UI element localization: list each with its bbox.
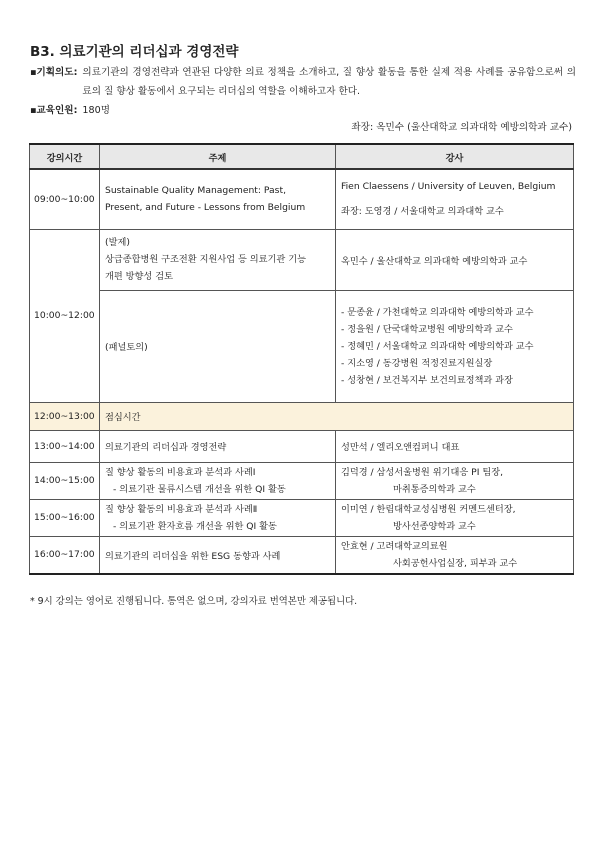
topic-line: 상급종합병원 구조전환 지원사업 등 의료기관 기능 [105, 254, 306, 265]
attendance-value: 180명 [82, 105, 111, 116]
panelist-cell [336, 290, 574, 402]
attendance-row [30, 101, 576, 120]
panelist: - 지소영 / 동강병원 적정진료지원실장 [341, 357, 493, 369]
table-row [30, 290, 574, 402]
topic-line: - 의료기관 환자흐름 개선을 위한 QI 활동 [113, 520, 277, 532]
header-speaker: 강사 [336, 144, 574, 169]
time-cell: 10:00~12:00 [30, 229, 100, 402]
planning-text: 의료기관의 경영전략과 연관된 다양한 의료 정책을 소개하고, 질 향상 활동을 통한 실제 적용 사례를 공유함으로써 의료의 질 향상 활동에서 요구되는 리더십의 역할을 이해하고자 한다. [82, 67, 576, 97]
speaker-cell: 성만석 / 엘리오앤컴퍼니 대표 [336, 430, 574, 462]
table-row [30, 229, 574, 290]
chair-line: 좌장: 옥민수 (울산대학교 의과대학 예방의학과 교수) [351, 122, 572, 133]
topic-cell [100, 462, 336, 499]
panelist: - 성창현 / 보건복지부 보건의료정책과 과장 [341, 374, 513, 386]
attendance-label: ▪교육인원: [30, 105, 78, 116]
topic-line: 질 향상 활동의 비용효과 분석과 사례Ⅰ [105, 466, 256, 478]
topic-cell: 의료기관의 리더십과 경영전략 [100, 430, 336, 462]
speaker-cell [336, 462, 574, 499]
panelist: - 정을원 / 단국대학교병원 예방의학과 교수 [341, 323, 513, 335]
lunch-row [30, 402, 574, 430]
panelist: - 문종윤 / 가천대학교 의과대학 예방의학과 교수 [341, 306, 534, 318]
time-cell: 13:00~14:00 [30, 430, 100, 462]
speaker-line: Fien Claessens / University of Leuven, Belgium [341, 181, 556, 193]
table-row [30, 430, 574, 462]
table-row [30, 169, 574, 229]
speaker-line: 방사선종양학과 교수 [393, 520, 476, 532]
topic-line: 질 향상 활동의 비용효과 분석과 사례Ⅱ [105, 503, 258, 515]
table-row [30, 536, 574, 574]
table-row [30, 462, 574, 499]
topic-line: Sustainable Quality Management: Past, [105, 185, 286, 197]
section-title: B3. 의료기관의 리더십과 경영전략 [30, 44, 239, 60]
topic-cell [100, 229, 336, 290]
speaker-cell [336, 499, 574, 536]
topic-label: (발제) [105, 237, 130, 248]
topic-line: 개편 방향성 검토 [105, 271, 173, 282]
speaker-line: 사회공헌사업실장, 피부과 교수 [393, 557, 518, 569]
topic-line: Present, and Future - Lessons from Belgium [105, 202, 306, 214]
topic-cell [100, 499, 336, 536]
time-cell: 15:00~16:00 [30, 499, 100, 536]
header-time: 강의시간 [30, 144, 100, 169]
topic-cell [100, 169, 336, 229]
schedule-table [29, 143, 574, 575]
speaker-line: 이미연 / 한림대학교성심병원 커멘드센터장, [341, 503, 516, 515]
planning-row [30, 63, 576, 101]
time-cell: 12:00~13:00 [30, 402, 100, 430]
panel-label: (패널토의) [100, 290, 336, 402]
lunch-label: 점심시간 [100, 402, 574, 430]
topic-line: - 의료기관 물류시스템 개선을 위한 QI 활동 [113, 483, 286, 495]
intro-block [30, 63, 576, 120]
header-topic: 주제 [100, 144, 336, 169]
table-row [30, 499, 574, 536]
speaker-line: 김덕경 / 삼성서울병원 위기대응 PI 팀장, [341, 466, 503, 478]
table-header-row [30, 144, 574, 169]
speaker-line: 안효현 / 고려대학교의료원 [341, 540, 448, 552]
time-cell: 14:00~15:00 [30, 462, 100, 499]
time-cell: 09:00~10:00 [30, 169, 100, 229]
topic-cell: 의료기관의 리더십을 위한 ESG 동향과 사례 [100, 536, 336, 574]
speaker-line: 좌장: 도영경 / 서울대학교 의과대학 교수 [341, 206, 504, 218]
speaker-line: 마취통증의학과 교수 [393, 483, 476, 495]
speaker-cell [336, 169, 574, 229]
speaker-cell: 옥민수 / 울산대학교 의과대학 예방의학과 교수 [336, 229, 574, 290]
footnote: * 9시 강의는 영어로 진행됩니다. 통역은 없으며, 강의자료 번역본만 제공됩니다. [30, 596, 358, 607]
speaker-cell [336, 536, 574, 574]
time-cell: 16:00~17:00 [30, 536, 100, 574]
panelist: - 정혜민 / 서울대학교 의과대학 예방의학과 교수 [341, 340, 534, 352]
planning-label: ▪기획의도: [30, 67, 78, 78]
